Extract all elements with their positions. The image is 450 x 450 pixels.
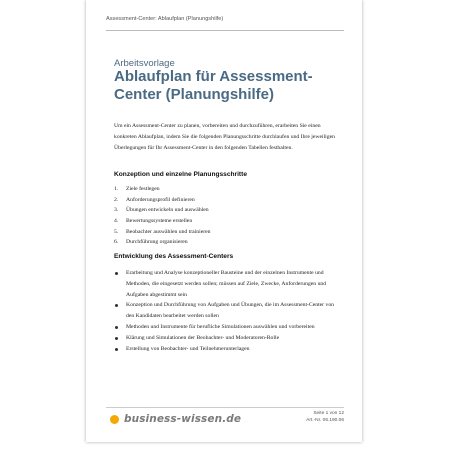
list-item: [114, 186, 211, 197]
logo-dot-icon: [110, 415, 119, 424]
running-header: Assessment-Center: Ablaufplan (Planungshilfe): [106, 16, 224, 22]
bullet-icon: [115, 272, 118, 275]
page-info: [306, 411, 344, 424]
list-number: 5.: [114, 228, 119, 235]
article-number: Art.-Nr. 06.190.06: [306, 417, 344, 423]
brand-logo[interactable]: [110, 412, 241, 426]
intro-paragraph: Um ein Assessment-Center zu planen, vorbereiten und durchzuführen, erarbeiten Sie einen konkreten Ablaufplan, indem Sie die folgenden Planungsschritte durchlaufen und Ihre jeweiligen Überlegungen für Ihr Assessment-Center in den folgenden Tabellen festhalten.: [114, 123, 335, 151]
list-text: Klärung und Simulationen der Beobachter- und Moderatoren-Rolle: [126, 334, 280, 341]
list-text: Übungen entwickeln und auswählen: [126, 207, 209, 214]
list-item: [114, 268, 340, 300]
list-item: [114, 333, 340, 344]
document-kicker: Arbeitsvorlage: [114, 58, 175, 69]
page-number: Seite 1 von 12: [313, 411, 344, 416]
list-item: [114, 229, 211, 240]
list-item: [114, 300, 340, 322]
footer-divider: [106, 407, 344, 408]
section-heading-development: Entwicklung des Assessment-Centers: [114, 253, 234, 260]
logo-text: business-wissen.de: [124, 413, 242, 425]
list-text: Erstellung von Beobachter- und Teilnehmerunterlagen: [126, 345, 250, 352]
list-number: 3.: [114, 207, 119, 214]
list-item: [114, 322, 340, 333]
list-text: Konzeption und Durchführung von Aufgaben und Übungen, die im Assessment-Center von den Kandidaten bearbeitet werden sollen: [126, 302, 335, 320]
list-item: [114, 239, 211, 250]
list-number: 1.: [114, 186, 119, 192]
list-text: Bewertungssysteme erstellen: [126, 218, 193, 225]
section-heading-planning: Konzeption und einzelne Planungsschritte: [114, 171, 247, 178]
list-number: 4.: [114, 218, 119, 225]
list-text: Durchführung organisieren: [126, 239, 188, 246]
list-item: [114, 207, 211, 218]
list-number: 2.: [114, 196, 119, 203]
bullet-icon: [115, 337, 118, 340]
development-bullet-list: [114, 268, 340, 354]
list-text: Methoden und Instrumente für berufliche Simulationen auswählen und vorbereiten: [126, 323, 315, 330]
list-text: Ziele festlegen: [126, 186, 160, 192]
bullet-icon: [115, 326, 118, 329]
bullet-icon: [115, 348, 118, 351]
planning-steps-list: [114, 186, 211, 250]
bullet-icon: [115, 304, 118, 307]
list-item: [114, 197, 211, 208]
list-item: [114, 218, 211, 229]
list-text: Beobachter auswählen und trainieren: [126, 228, 211, 235]
document-page: [86, 0, 362, 442]
list-text: Anforderungsprofil definieren: [126, 196, 195, 203]
header-divider: [106, 30, 344, 31]
list-number: 6.: [114, 239, 119, 246]
list-item: [114, 344, 340, 355]
document-title: Ablaufplan für Assessment-Center (Planungshilfe): [114, 68, 313, 103]
list-text: Erarbeitung und Analyse konzeptioneller Bausteine und der einzelnen Instrumente und Methoden, die eingesetzt werden sollen; müssen auf Ziele, Zwecke, Anforderungen und Aufgaben abgestimmt sein: [126, 270, 327, 298]
